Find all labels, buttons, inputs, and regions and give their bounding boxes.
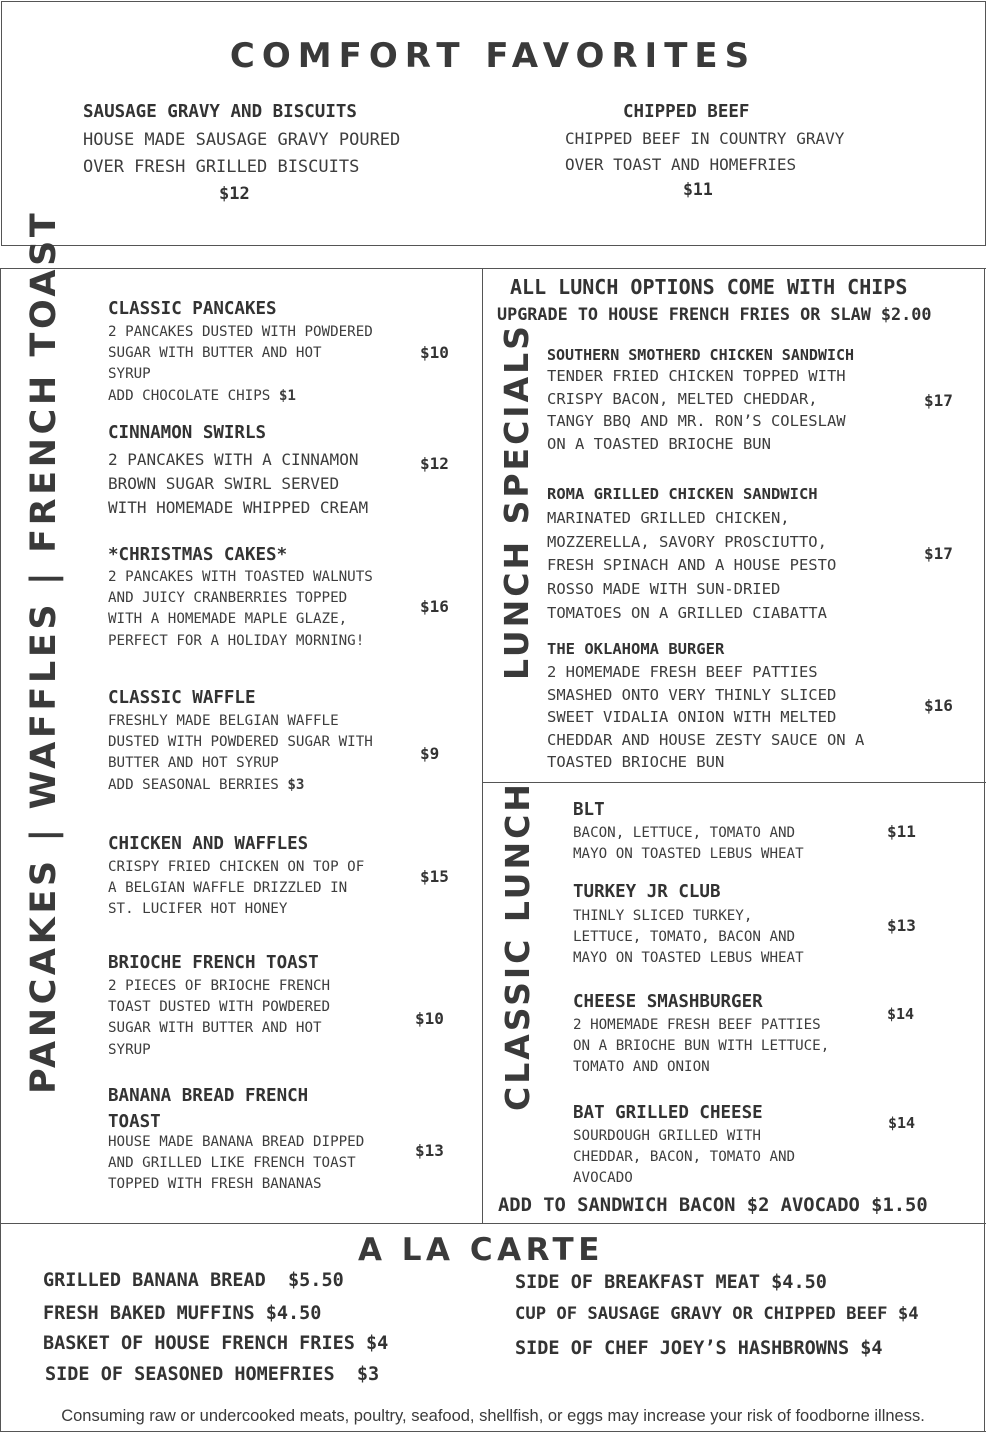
comfort-title: COMFORT FAVORITES [229, 36, 757, 76]
addon-price: $1 [278, 388, 296, 404]
divider-center [482, 268, 483, 1224]
menu-item-name: BLT [573, 800, 605, 820]
comfort-item-desc: CHIPPED BEEF IN COUNTRY GRAVY [565, 129, 845, 148]
lunch-specials-title: LUNCH SPECIALS [497, 323, 536, 680]
classic-lunch-title: CLASSIC LUNCH [498, 781, 537, 1111]
menu-item-desc: 2 HOMEMADE FRESH BEEF PATTIES SMASHED ONTO VERY THINLY SLICED SWEET VIDALIA ONION WITH MELTED CHEDDAR AND HOUSE ZESTY SAUCE ON A TOASTED BRIOCHE BUN [547, 663, 865, 772]
menu-item-price: $16 [924, 696, 953, 715]
menu-item-price: $10 [420, 343, 449, 362]
menu-item-desc: MARINATED GRILLED CHICKEN, MOZZERELLA, SAVORY PROSCIUTTO, FRESH SPINACH AND A HOUSE PESTO ROSSO MADE WITH SUN-DRIED TOMATOES ON A GRILLED CIABATTA [547, 509, 837, 622]
comfort-item-price: $11 [683, 180, 713, 199]
menu-item-price: $10 [415, 1009, 444, 1028]
menu-item-price: $13 [887, 916, 916, 935]
menu-item-name: CLASSIC WAFFLE [108, 688, 256, 708]
divider-right-column [984, 268, 985, 1432]
divider-left-column [0, 268, 1, 1432]
menu-item-addon [108, 775, 304, 796]
a-la-carte-item: BASKET OF HOUSE FRENCH FRIES $4 [43, 1333, 389, 1354]
menu-item-desc: SOURDOUGH GRILLED WITH CHEDDAR, BACON, TOMATO AND AVOCADO [573, 1128, 796, 1187]
menu-item-name: *CHRISTMAS CAKES* [108, 545, 288, 565]
menu-item-price: $17 [924, 391, 953, 410]
menu-item-desc: 2 PANCAKES DUSTED WITH POWDERED SUGAR WITH BUTTER AND HOT SYRUP [108, 324, 373, 383]
menu-item-desc: 2 PANCAKES WITH TOASTED WALNUTS AND JUICY CRANBERRIES TOPPED WITH A HOMEMADE MAPLE GLAZE, PERFECT FOR A HOLIDAY MORNING! [108, 569, 373, 649]
menu-item-name: BAT GRILLED CHEESE [573, 1103, 763, 1123]
menu-item-name: ROMA GRILLED CHICKEN SANDWICH [547, 485, 818, 503]
comfort-item-desc: HOUSE MADE SAUSAGE GRAVY POURED [83, 130, 401, 150]
menu-item-price: $14 [888, 1114, 916, 1132]
addon-label: ADD CHOCOLATE CHIPS [108, 388, 279, 404]
menu-item-name: BRIOCHE FRENCH TOAST [108, 953, 319, 973]
menu-item-desc: TENDER FRIED CHICKEN TOPPED WITH CRISPY BACON, MELTED CHEDDAR, TANGY BBQ AND MR. RON’S COLESLAW ON A TOASTED BRIOCHE BUN [547, 367, 846, 453]
menu-item-name: CHICKEN AND WAFFLES [108, 834, 309, 854]
a-la-carte-item: GRILLED BANANA BREAD $5.50 [43, 1270, 344, 1291]
menu-item-name: TURKEY JR CLUB [573, 882, 721, 902]
lunch-note-upgrade: UPGRADE TO HOUSE FRENCH FRIES OR SLAW $2.00 [497, 304, 932, 324]
menu-item-name: BANANA BREAD FRENCH TOAST [108, 1086, 309, 1132]
divider-bottom [0, 1431, 986, 1432]
menu-item-price: $12 [420, 454, 449, 473]
menu-item-price: $17 [924, 544, 953, 563]
food-safety-disclaimer: Consuming raw or undercooked meats, poultry, seafood, shellfish, or eggs may increase your risk of foodborne illness. [61, 1407, 925, 1425]
pancakes-section-title: PANCAKES | WAFFLES | FRENCH TOAST [24, 209, 64, 1094]
menu-item-name: THE OKLAHOMA BURGER [547, 640, 725, 658]
menu-item-desc: BACON, LETTUCE, TOMATO AND MAYO ON TOASTED LEBUS WHEAT [573, 825, 804, 863]
divider-lunch-sections [482, 782, 986, 783]
menu-item-name: CLASSIC PANCAKES [108, 299, 277, 319]
comfort-item-name: CHIPPED BEEF [623, 102, 750, 122]
menu-item-desc: 2 PANCAKES WITH A CINNAMON BROWN SUGAR SWIRL SERVED WITH HOMEMADE WHIPPED CREAM [108, 450, 369, 517]
menu-item-desc: 2 HOMEMADE FRESH BEEF PATTIES ON A BRIOCHE BUN WITH LETTUCE, TOMATO AND ONION [573, 1017, 830, 1076]
comfort-item-desc: OVER TOAST AND HOMEFRIES [565, 155, 797, 174]
menu-item-addon [108, 386, 296, 407]
menu-item-desc: THINLY SLICED TURKEY, LETTUCE, TOMATO, BACON AND MAYO ON TOASTED LEBUS WHEAT [573, 908, 804, 967]
menu-item-desc: 2 PIECES OF BRIOCHE FRENCH TOAST DUSTED WITH POWDERED SUGAR WITH BUTTER AND HOT SYRUP [108, 978, 331, 1058]
a-la-carte-title: A LA CARTE [358, 1232, 604, 1268]
comfort-item-name: SAUSAGE GRAVY AND BISCUITS [83, 102, 357, 122]
a-la-carte-item: SIDE OF CHEF JOEY’S HASHBROWNS $4 [515, 1338, 883, 1359]
a-la-carte-item: FRESH BAKED MUFFINS $4.50 [43, 1303, 322, 1324]
addon-price: $3 [287, 777, 305, 793]
comfort-item-desc: OVER FRESH GRILLED BISCUITS [83, 157, 360, 177]
menu-item-desc: CRISPY FRIED CHICKEN ON TOP OF A BELGIAN WAFFLE DRIZZLED IN ST. LUCIFER HOT HONEY [108, 859, 365, 918]
menu-item-price: $14 [887, 1005, 915, 1023]
menu-item-price: $9 [420, 744, 440, 763]
menu-item-price: $13 [415, 1141, 444, 1160]
menu-item-name: CINNAMON SWIRLS [108, 423, 267, 443]
addon-label: ADD SEASONAL BERRIES [108, 777, 288, 793]
divider-top [0, 268, 986, 269]
comfort-item-price: $12 [219, 184, 250, 204]
menu-item-price: $15 [420, 867, 449, 886]
lunch-note-chips: ALL LUNCH OPTIONS COME WITH CHIPS [510, 275, 908, 299]
menu-item-name: SOUTHERN SMOTHERD CHICKEN SANDWICH [547, 346, 855, 364]
menu-item-price: $16 [420, 597, 449, 616]
menu-item-desc: HOUSE MADE BANANA BREAD DIPPED AND GRILLED LIKE FRENCH TOAST TOPPED WITH FRESH BANANAS [108, 1134, 365, 1193]
menu-item-name: CHEESE SMASHBURGER [573, 992, 763, 1012]
a-la-carte-item: SIDE OF SEASONED HOMEFRIES $3 [45, 1364, 380, 1385]
a-la-carte-item: CUP OF SAUSAGE GRAVY OR CHIPPED BEEF $4 [515, 1304, 919, 1324]
menu-item-desc: FRESHLY MADE BELGIAN WAFFLE DUSTED WITH POWDERED SUGAR WITH BUTTER AND HOT SYRUP [108, 713, 373, 772]
sandwich-addons: ADD TO SANDWICH BACON $2 AVOCADO $1.50 [498, 1195, 928, 1216]
a-la-carte-item: SIDE OF BREAKFAST MEAT $4.50 [515, 1272, 827, 1293]
divider-a-la-carte [0, 1223, 986, 1224]
menu-item-price: $11 [887, 822, 916, 841]
